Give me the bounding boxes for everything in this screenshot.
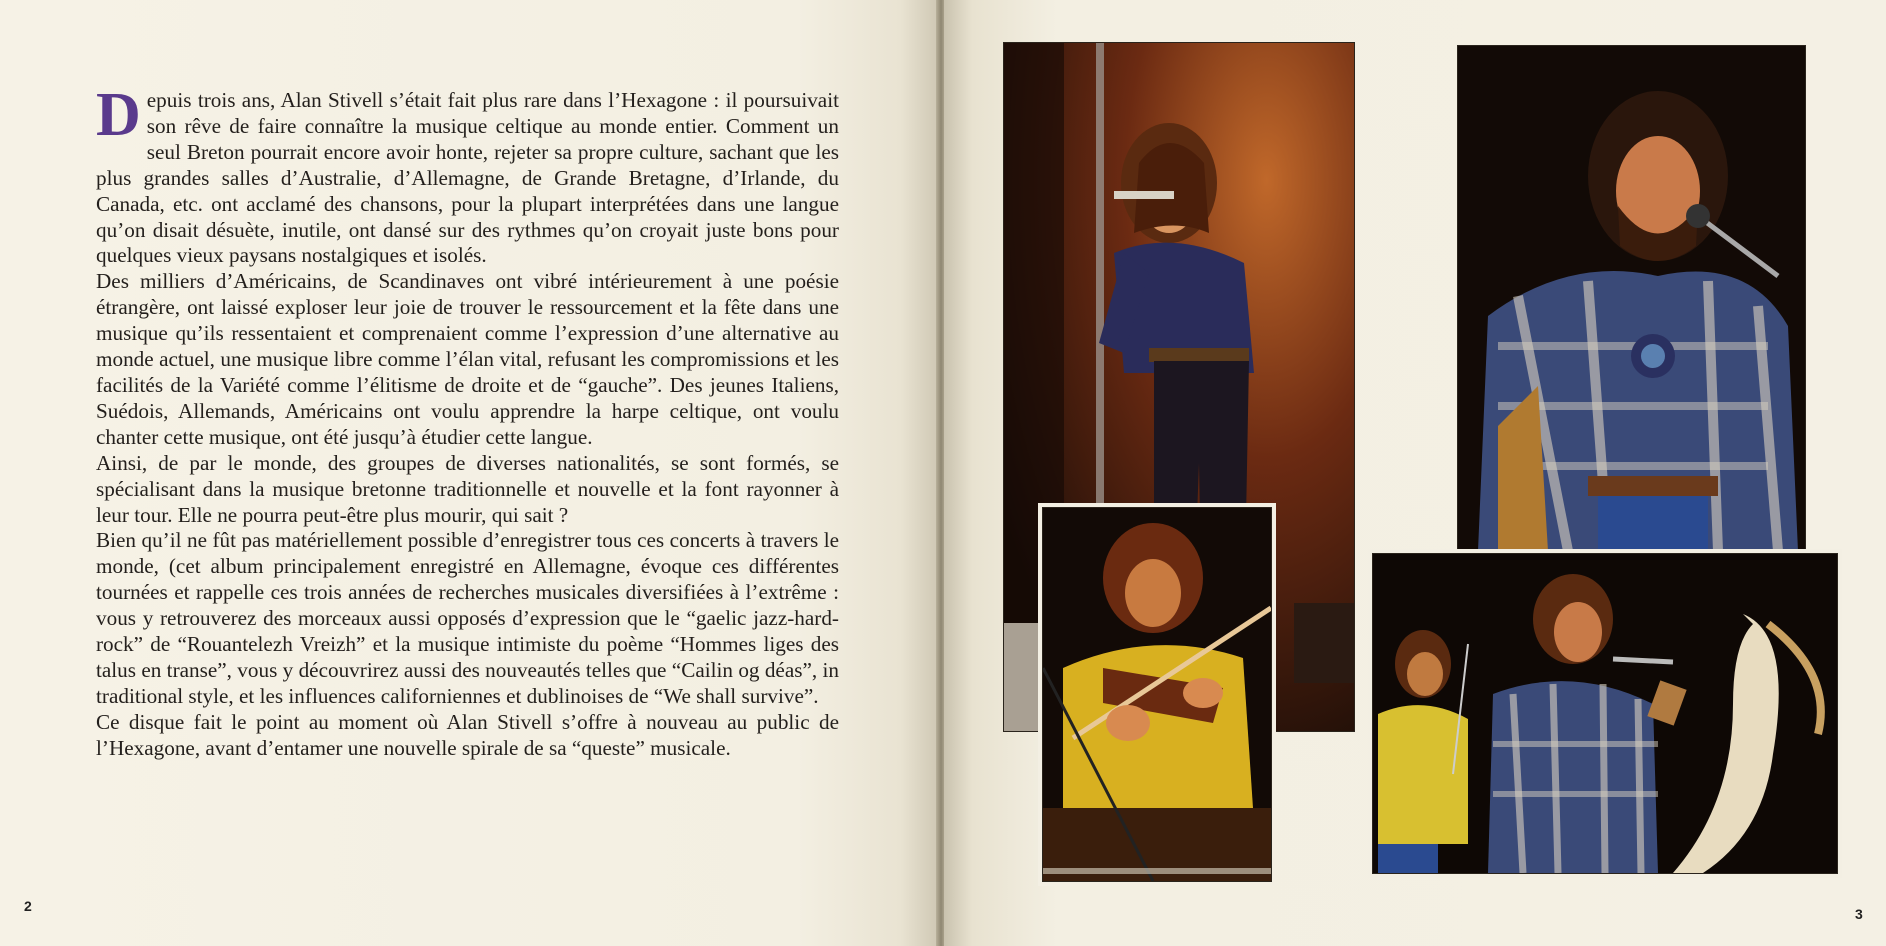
- singer-at-microphone-photo: [1457, 45, 1806, 552]
- paragraph-5: Ce disque fait le point au moment où Alan Stivell s’offre à nouveau au public de l’Hexagone, avant d’entamer une nouvelle spirale de sa “queste” musicale.: [96, 709, 839, 760]
- paragraph-1: [96, 81, 839, 269]
- body-text: [96, 81, 839, 762]
- paragraph-2: Des milliers d’Américains, de Scandinaves ont vibré intérieurement à une poésie étrangère, ont laissé exploser leur joie de trouver le ressourcement et la fête dans une musique qu’ils ressentaient et comprenaient comme l’expression d’une alternative au monde actuel, une musique libre comme l’élan vital, refusant les compromissions et les facilités de la Variété comme l’élitisme de droite et de “gauche”. Des jeunes Italiens, Suédois, Allemands, Américains ont voulu apprendre la harpe celtique, ont voulu chanter cette musique, ont été jusqu’à étudier cette langue.: [96, 269, 839, 449]
- left-page: [0, 0, 938, 946]
- paragraph-4: Bien qu’il ne fût pas matériellement possible d’enregistrer tous ces concerts à travers le monde, (cet album principalement enregistré en Allemagne, évoque ces différentes tournées et rappelle ces trois années de recherches musicales diversifiées à l’extrême : vous y retrouverez des morceaux aussi opposés d’expression que le “gaelic jazz-hard-rock” de “Rouantelezh Vreizh” et la musique intimiste du poème “Hommes liges des talus en transe”, vous y découvrirez aussi des nouveautés telles que “Cailin og déas”, in traditional style, et les influences californiennes et dublinoises de “We shall survive”.: [96, 528, 839, 708]
- band-on-stage-with-harp-photo: [1372, 553, 1838, 874]
- violinist-photo: [1042, 507, 1272, 882]
- paragraph-3: Ainsi, de par le monde, des groupes de diverses nationalités, se sont formés, se spécialisant dans la musique bretonne traditionnelle et nouvelle et la font rayonner à leur tour. Elle ne pourra peut-être plus mourir, qui sait ?: [96, 450, 839, 527]
- paragraph-1-text: epuis trois ans, Alan Stivell s’était fait plus rare dans l’Hexagone : il poursuivait son rêve de faire connaître la musique celtique au monde entier. Comment un seul Breton pourrait encore avoir honte, rejeter sa propre culture, sachant que les plus grandes salles d’Australie, d’Allemagne, de Grande Bretagne, d’Irlande, du Canada, etc. ont acclamé des chansons, pour la plupart interprétées dans une langue qu’on disait désuète, inutile, ont dansé sur des rythmes qu’on croyait juste bons pour quelques vieux paysans nostalgiques et isolés.: [96, 88, 839, 268]
- page-number-right: 3: [1855, 906, 1863, 922]
- page-number-left: 2: [24, 898, 32, 914]
- dropcap: D: [96, 81, 141, 149]
